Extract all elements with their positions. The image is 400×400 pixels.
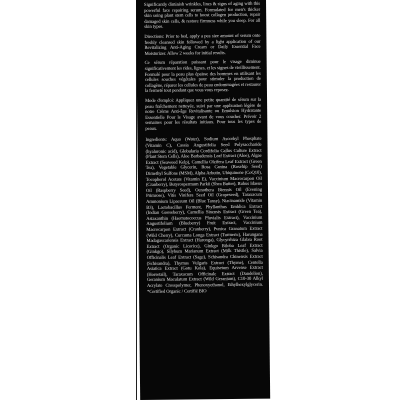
directions-en: Directions: Prior to bed, apply a pea size amount of serum onto freshly cleansed skin followed by a light application of our Revitalizing Anti-Aging Cream or Daily Essential Face Moisturizer. Allow 2 weeks for initial results. xyxy=(144,32,261,56)
ingredients-list: Ingredients: Aqua (Water), Sodium Ascorbyl Phosphate (Vitamin C), Cassia Angustifolia Seed Polysaccharide (hyaluronic acid), Globularia Cordifolia Callus Culture Extract (Plant Stem Cells), Aloe Barbadensis Leaf Extract (Aloe), Algae Extract (Seaweed Kelp), Camellia Oleifera Leaf Extract (Green Tea), Vegetable Glycerin, Rosa Canina (Rosehip Seed) Dimethyl Sulfone (MSM), Alpha Arbutin, Ubiquinone (CoQ10), Tocopherol Acetate (Vitamin E), Vaccinium Macrocarpon Oil (Cranberry), Butyrospermum Parkii (Shea Butter), Rubus Idaeus Oil (Raspberry Seed), Oenothera Biennis Oil (Evening Primrose), Vitis Vinifera Seed Oil (Grapeseed), Taraxacum Ammonium Lipaceum Oil (Blue Tansy), Niacinamide (Vitamin B3), Lactobacillus Ferment, Phyllanthus Emblica Extract (Indian Gooseberry), Camellia Sinensis Extract (Green Tea), Astaxanthin (Haematococcus Pluvialis Extract), Vaccinium Angustifolium (Blueberry) Fruit Extract, Vaccinium Macrocarpon Extract (Cranberry), Punica Granatum Extract (Wild Cherry), Curcuma Longa Extract (Turmeric), Harungana Madagascariensis Extract (Haronga), Glycyrrhiza Glabra Root Extract (Organic Licorice), Ginkgo Biloba Leaf Extract (Ginkgo), Silybum Marianum Extract (Milk Thistle), Salvia Officinalis Leaf Extract (Sage), Schisandra Chinensis Extract (Schisandra), Thymus Vulgaris Extract (Thyme), Centella Asiatica Extract (Gotu Kola), Equisetum Arvense Extract (Horsetail), Taraxacum Officinale Extract (Dandelion), Geranium Maculatum Extract (Wild Geranium), C10-30 Alkyl Acrylate Crosspolymer, Phenoxyethanol, Ethylhexylglycerin. *Certified Organic / Certifié BIO xyxy=(145,136,264,294)
description-en: Significantly diminish wrinkles, lines & signs of aging with this powerful face repairing serum. Formulated for men's thicker skin using plant stem cells to boost collagen production, repair damaged skin cells, & restore firmness while you sleep. For all skin types. xyxy=(144,0,261,30)
description-fr: Ce sérum réparation puissant pour le visage diminue significativement les rides, lignes, et les signes de vieillissement. Formulé pour la peau plus épaisse des hommes en utilisant les cellules souches végétales pour stimuler la production de collagène, réparer les cellules de peau endommagées et restaurer la fermeté tout pendant que vous vous reposez. xyxy=(144,59,261,94)
product-box-panel xyxy=(136,0,270,400)
directions-fr: Mode d'emploi: Appliquez une petite quantité de sérum sur la peau fraîchement nettoyée, suivi par une application légère de notre Crème Anti-âge Revitalisante ou Emulsion Hydratante Essentielle Pour le Visage avant de vous coucher. Prévoir 2 semaines pour les résultats initiaux. Pour tous les types de peaux. xyxy=(145,96,262,131)
